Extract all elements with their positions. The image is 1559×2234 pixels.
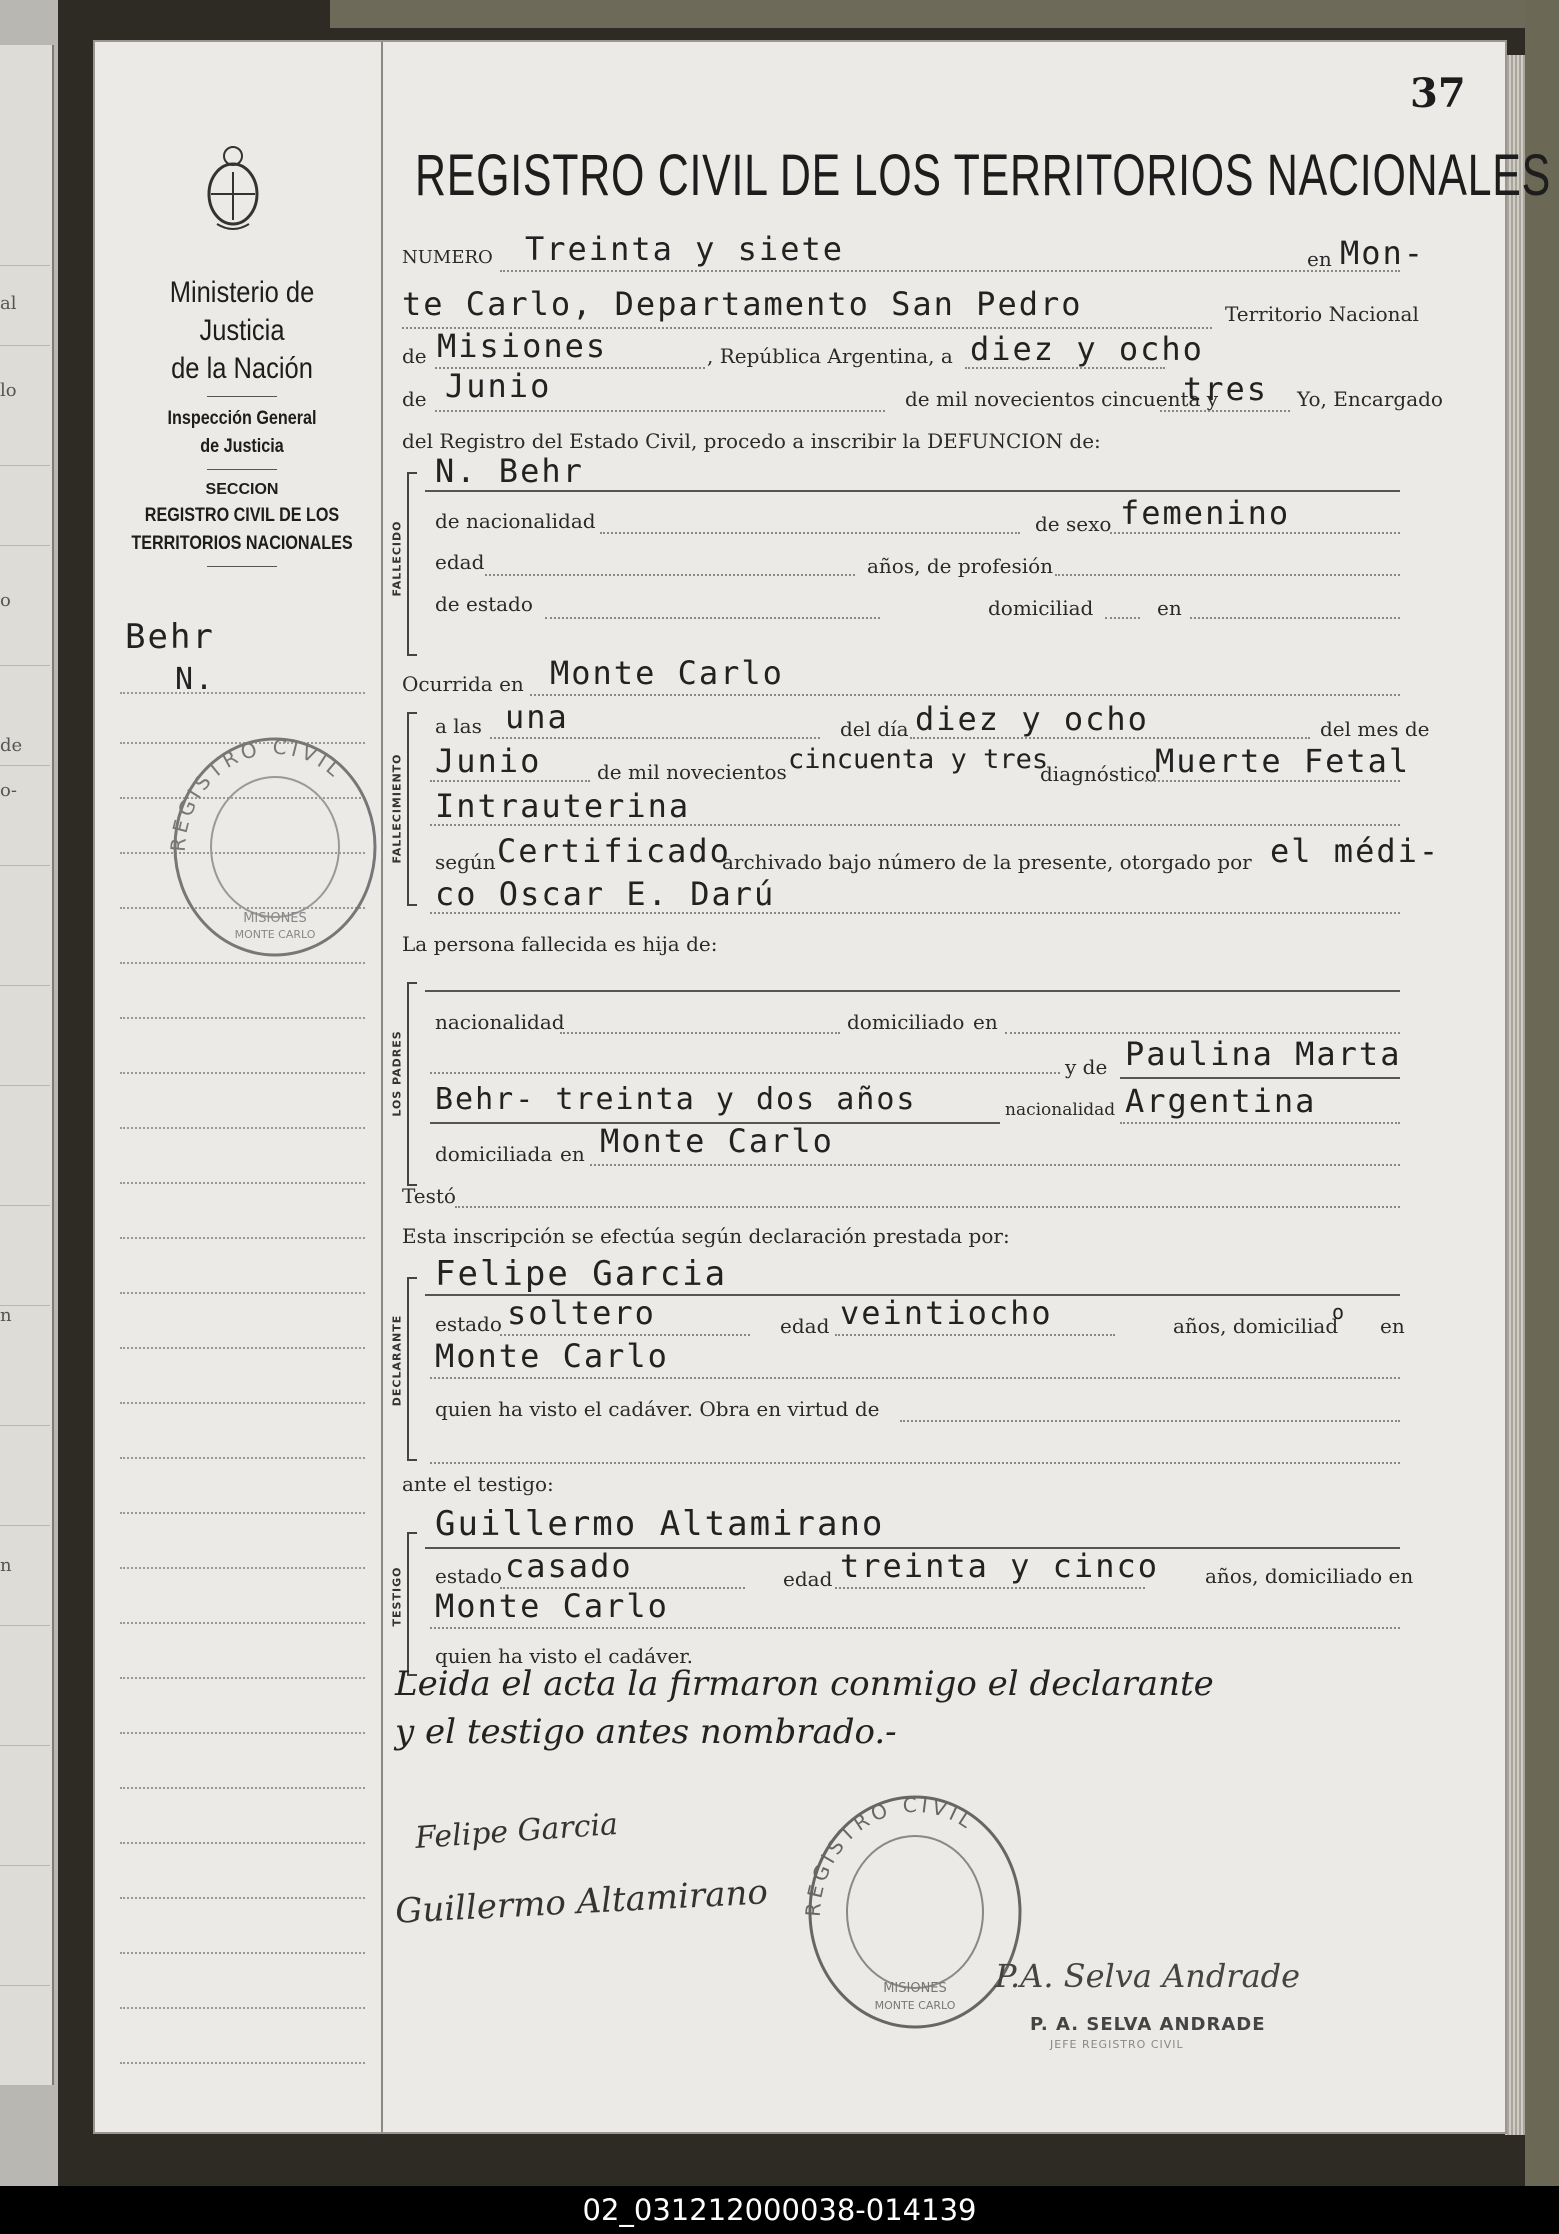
- image-caption: 02_031212000038-014139: [0, 2186, 1559, 2234]
- stamp-signer-title: JEFE REGISTRO CIVIL: [1050, 2038, 1184, 2051]
- quien-cadaver-label: quien ha visto el cadáver. Obra en virtud de: [435, 1397, 880, 1421]
- prev-fragment: n: [0, 1305, 12, 1326]
- mil-label: de mil novecientos cincuenta y: [905, 387, 1219, 411]
- del-dia-label: del día: [840, 717, 909, 741]
- fecha-dia-value: diez y ocho: [970, 330, 1204, 368]
- p-en-label: en: [973, 1010, 998, 1034]
- t-edad-label: edad: [783, 1567, 833, 1591]
- coat-of-arms-icon: [203, 142, 263, 232]
- declarante-value: Felipe Garcia: [435, 1254, 728, 1294]
- difunto-value: N. Behr: [435, 452, 584, 490]
- archivado-label: archivado bajo número de la presente, otorgado por: [722, 850, 1252, 874]
- test-dom-value: Monte Carlo: [435, 1587, 669, 1625]
- town-value: te Carlo, Departamento San Pedro: [402, 285, 1083, 323]
- en-town-value: Mon-: [1340, 234, 1426, 272]
- p-domiciliado-label: domiciliado: [847, 1010, 965, 1034]
- d-estado-label: estado: [435, 1312, 502, 1336]
- anos-prof-label: años, de profesión: [867, 554, 1054, 578]
- republica-label: , República Argentina, a: [707, 344, 953, 368]
- seal-text-right: REGISTRO CIVIL: [800, 1792, 980, 1918]
- numero-label: NUMERO: [402, 247, 493, 268]
- diagnostico-value: Muerte Fetal: [1155, 742, 1411, 780]
- prev-fragment: o: [0, 590, 11, 611]
- page-number: 37: [1410, 70, 1466, 117]
- madre-dom-value: Monte Carlo: [600, 1122, 834, 1160]
- decl-o-value: o: [1332, 1300, 1347, 1324]
- seal-text-right-2: MISIONES: [883, 1981, 947, 1996]
- medico-value: el médi-: [1270, 832, 1441, 870]
- seccion-label: SECCION: [205, 481, 279, 498]
- seal-text: REGISTRO CIVIL: [165, 734, 349, 853]
- registro-label-2: TERRITORIOS NACIONALES: [131, 533, 353, 554]
- note-line-1: Leida el acta la firmaron conmigo el declarante: [395, 1664, 1214, 1704]
- ocurrida-value: Monte Carlo: [550, 654, 784, 692]
- inspeccion-label-2: de Justicia: [200, 436, 284, 457]
- en-label-2: en: [1157, 596, 1182, 620]
- d-edad-label: edad: [780, 1314, 830, 1338]
- ministry-name-2: de la Nación: [171, 352, 313, 385]
- t-estado-label: estado: [435, 1564, 502, 1588]
- edad-label: edad: [435, 550, 485, 574]
- d-en-label: en: [1380, 1314, 1405, 1338]
- ano-value: tres: [1183, 370, 1269, 408]
- prev-fragment: de: [0, 735, 23, 756]
- ano-fallecimiento-value: cincuenta y tres: [788, 744, 1049, 775]
- certificado-value: Certificado: [497, 832, 731, 870]
- test-estado-value: casado: [505, 1547, 633, 1585]
- domiciliad-label: domiciliad: [988, 596, 1094, 620]
- segun-label: según: [435, 850, 496, 874]
- side-declarante: DECLARANTE: [390, 1314, 404, 1407]
- dia-value: diez y ocho: [915, 700, 1149, 738]
- margin-surname: Behr: [125, 617, 215, 657]
- diagnostico-label: diagnóstico: [1040, 762, 1157, 786]
- del-registro-label: del Registro del Estado Civil, procedo a inscribir la DEFUNCION de:: [402, 429, 1101, 453]
- d-anos-label: años, domiciliad: [1173, 1314, 1339, 1338]
- stamp-signer-name: P. A. SELVA ANDRADE: [1030, 2014, 1266, 2035]
- prev-fragment: lo: [0, 380, 17, 401]
- testigo-value: Guillermo Altamirano: [435, 1504, 885, 1544]
- madre-nac-value: Argentina: [1125, 1082, 1317, 1120]
- registro-label: REGISTRO CIVIL DE LOS: [144, 505, 340, 526]
- ocurrida-label: Ocurrida en: [402, 672, 524, 696]
- svg-text:REGISTRO CIVIL: [801, 1793, 980, 1918]
- diagnostico-value-2: Intrauterina: [435, 787, 691, 825]
- seal-text-right-3: MONTE CARLO: [874, 1999, 956, 2012]
- test-edad-value: treinta y cinco: [840, 1547, 1159, 1585]
- nacionalidad-label: de nacionalidad: [435, 509, 596, 533]
- en-label: en: [1307, 247, 1332, 271]
- domiciliada-label: domiciliada: [435, 1142, 553, 1166]
- side-padres: LOS PADRES: [390, 1030, 404, 1117]
- hija-label: La persona fallecida es hija de:: [402, 932, 718, 956]
- book-cover-right: [1525, 0, 1559, 2234]
- t-quien-label: quien ha visto el cadáver.: [435, 1644, 694, 1668]
- side-fallecimiento: FALLECIMIENTO: [390, 753, 404, 864]
- book-cover-top: [330, 0, 1559, 28]
- de2-label: de: [402, 387, 427, 411]
- ministry-name: Ministerio de Justicia: [169, 276, 315, 347]
- del-mes-label: del mes de: [1320, 717, 1430, 741]
- m-en-label: en: [560, 1142, 585, 1166]
- seal-text-2: MISIONES: [243, 911, 307, 926]
- estado-label: de estado: [435, 592, 533, 616]
- previous-page: [0, 45, 54, 2085]
- madre-value: Paulina Marta: [1125, 1035, 1402, 1073]
- side-fallecido: FALLECIDO: [390, 520, 404, 597]
- page-title: REGISTRO CIVIL DE LOS TERRITORIOS NACIONALES: [415, 143, 1552, 208]
- fecha-mes-value: Junio: [445, 367, 552, 405]
- prev-fragment: n: [0, 1555, 12, 1576]
- inscripcion-label: Esta inscripción se efectúa según declaración prestada por:: [402, 1224, 1010, 1248]
- madre-value-2: Behr- treinta y dos años: [435, 1082, 917, 1117]
- a-las-label: a las: [435, 714, 482, 738]
- mil-nov-label: de mil novecientos: [597, 760, 787, 784]
- territorio-value: Misiones: [437, 327, 608, 365]
- signature-declarante: Felipe Garcia: [414, 1806, 620, 1857]
- numero-value: Treinta y siete: [525, 230, 844, 268]
- decl-dom-value: Monte Carlo: [435, 1337, 669, 1375]
- t-anos-label: años, domiciliado en: [1205, 1564, 1414, 1588]
- y-de-label: y de: [1065, 1055, 1108, 1079]
- svg-text:REGISTRO CIVIL: [166, 735, 349, 853]
- ante-label: ante el testigo:: [402, 1472, 554, 1496]
- prev-fragment: al: [0, 293, 17, 314]
- signature-encargado: P.A. Selva Andrade: [995, 1957, 1301, 1995]
- sexo-label: de sexo: [1035, 512, 1112, 536]
- de-label: de: [402, 344, 427, 368]
- testo-label: Testó: [402, 1184, 456, 1208]
- page-edges: [1505, 55, 1525, 2135]
- note-line-2: y el testigo antes nombrado.-: [395, 1712, 897, 1752]
- m-nacionalidad-label: nacionalidad: [1005, 1100, 1116, 1120]
- inspeccion-label: Inspección General: [167, 408, 317, 429]
- yo-label: Yo, Encargado: [1297, 387, 1443, 411]
- medico-value-2: co Oscar E. Darú: [435, 875, 776, 913]
- p-nacionalidad-label: nacionalidad: [435, 1010, 565, 1034]
- register-page: [95, 42, 1552, 2132]
- mes-value: Junio: [435, 742, 542, 780]
- sexo-value: femenino: [1120, 494, 1291, 532]
- decl-edad-value: veintiocho: [840, 1294, 1053, 1332]
- seal-text-3: MONTE CARLO: [234, 928, 316, 941]
- side-testigo: TESTIGO: [390, 1566, 404, 1627]
- prev-fragment: o-: [0, 780, 17, 801]
- seal-stamp-signature: [800, 1787, 1030, 2037]
- hora-value: una: [505, 698, 569, 736]
- decl-estado-value: soltero: [507, 1294, 656, 1332]
- territorio-label: Territorio Nacional: [1225, 302, 1419, 326]
- margin-name: N.: [175, 662, 216, 697]
- signature-testigo: Guillermo Altamirano: [394, 1872, 769, 1932]
- left-margin-rule: [381, 42, 383, 2132]
- seal-stamp-left: [165, 732, 385, 962]
